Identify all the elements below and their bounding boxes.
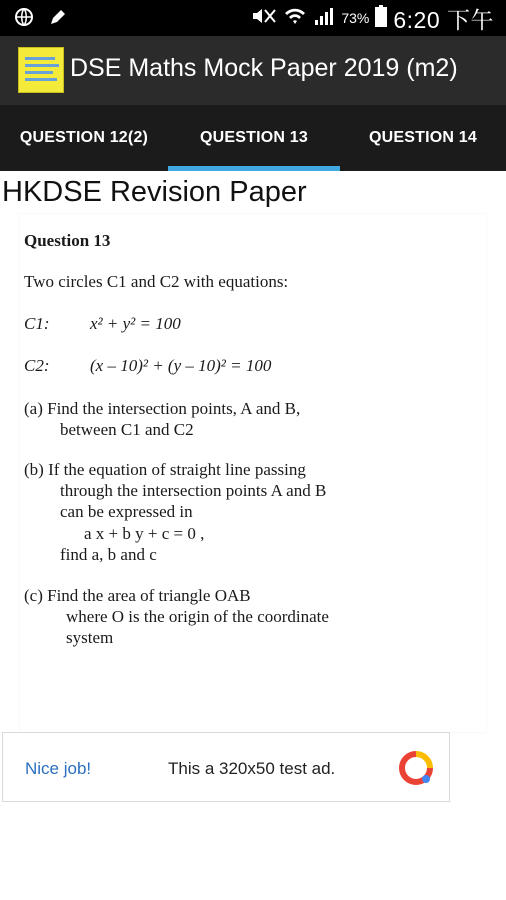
part-a-line2: between C1 and C2: [60, 420, 194, 439]
part-b-line5: find a, b and c: [60, 545, 157, 564]
tab-label: QUESTION 14: [368, 129, 477, 146]
page-title: HKDSE Revision Paper: [2, 176, 307, 208]
part-c-line3: system: [66, 628, 114, 647]
part-c-line1: (c) Find the area of triangle OAB: [24, 586, 251, 605]
globe-icon: [14, 7, 34, 32]
question-heading: Question 13: [24, 231, 111, 250]
part-b-line2: through the intersection points A and B: [60, 481, 327, 500]
part-a-line1: (a) Find the intersection points, A and B,: [24, 399, 301, 418]
tab-label: QUESTION 12(2): [19, 129, 149, 146]
app-logo: [18, 47, 64, 93]
c1-equation: x² + y² = 100: [90, 314, 181, 333]
tab-label: QUESTION 13: [199, 129, 308, 146]
part-b-line4: a x + b y + c = 0 ,: [84, 524, 205, 543]
tab-question-14[interactable]: [340, 105, 506, 171]
pencil-icon: [48, 7, 68, 32]
tab-bar: [0, 105, 506, 171]
app-title: DSE Maths Mock Paper 2019 (m2): [70, 54, 458, 82]
ad-choices-icon[interactable]: [399, 751, 433, 785]
app-bar: [0, 36, 506, 105]
part-c-line2: where O is the origin of the coordinate: [66, 607, 329, 626]
ad-left-text: Nice job!: [25, 759, 92, 778]
c2-equation: (x – 10)² + (y – 10)² = 100: [90, 356, 272, 375]
c1-label: C1:: [24, 314, 50, 333]
ad-text: This a 320x50 test ad.: [168, 759, 336, 778]
tab-question-12-2[interactable]: [0, 105, 168, 171]
part-b-line3: can be expressed in: [60, 502, 193, 521]
c2-label: C2:: [24, 356, 50, 375]
question-image: [20, 214, 486, 732]
part-b-line1: (b) If the equation of straight line passing: [24, 460, 306, 479]
tab-indicator: [168, 166, 340, 171]
tab-question-13[interactable]: [168, 105, 340, 171]
question-intro: Two circles C1 and C2 with equations:: [24, 272, 289, 291]
signal-icon: [313, 6, 335, 31]
mute-icon: [251, 6, 277, 31]
battery-percent: 73%: [341, 10, 370, 26]
wifi-icon: [283, 6, 307, 31]
clock: 6:20 下午: [393, 6, 494, 33]
battery-icon: [375, 5, 387, 32]
ad-banner[interactable]: [2, 732, 450, 802]
status-bar: [0, 0, 506, 36]
